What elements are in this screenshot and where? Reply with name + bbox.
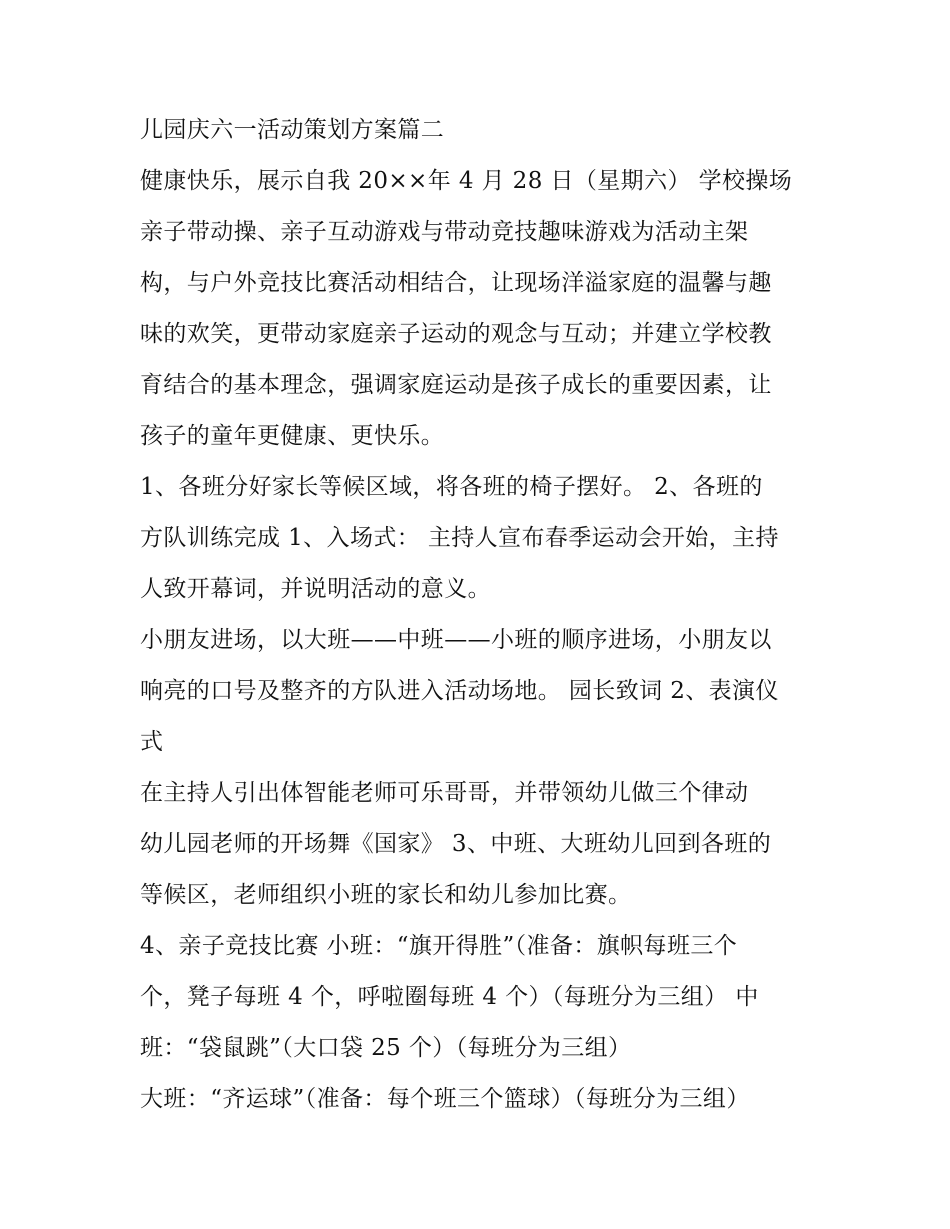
- text-line: 味的欢笑，更带动家庭亲子运动的观念与互动；并建立学校教: [140, 321, 772, 347]
- text-line: 在主持人引出体智能老师可乐哥哥，并带领幼儿做三个律动: [140, 780, 749, 806]
- text-line: 构，与户外竞技比赛活动相结合，让现场洋溢家庭的温馨与趣: [140, 270, 772, 296]
- text-line: 小朋友进场，以大班——中班——小班的顺序进场，小朋友以: [140, 627, 772, 653]
- text-line: 亲子带动操、亲子互动游戏与带动竞技趣味游戏为活动主架: [140, 219, 749, 245]
- document-body: [140, 105, 820, 1125]
- text-line: 式: [140, 729, 164, 755]
- text-line: 方队训练完成 1、入场式： 主持人宣布春季运动会开始，主持: [140, 525, 779, 551]
- text-line: 响亮的口号及整齐的方队进入活动场地。 园长致词 2、表演仪: [140, 678, 779, 704]
- document-title-line: 儿园庆六一活动策划方案篇二: [140, 117, 445, 143]
- text-line: 4、亲子竞技比赛 小班：“旗开得胜”（准备：旗帜每班三个: [140, 933, 738, 959]
- text-line: 孩子的童年更健康、更快乐。: [140, 423, 445, 449]
- text-line: 1、各班分好家长等候区域，将各班的椅子摆好。 2、各班的: [140, 474, 763, 500]
- text-line: 个，凳子每班 4 个，呼啦圈每班 4 个）（每班分为三组） 中: [140, 984, 759, 1010]
- text-line: 班：“袋鼠跳”（大口袋 25 个）（每班分为三组）: [140, 1035, 632, 1061]
- text-line: 幼儿园老师的开场舞《国家》 3、中班、大班幼儿回到各班的: [140, 831, 772, 857]
- text-line: 人致开幕词，并说明活动的意义。: [140, 576, 491, 602]
- text-line: 等候区，老师组织小班的家长和幼儿参加比赛。: [140, 882, 632, 908]
- text-line: 育结合的基本理念，强调家庭运动是孩子成长的重要因素，让: [140, 372, 772, 398]
- text-line: 健康快乐，展示自我 20××年 4 月 28 日（星期六） 学校操场: [140, 168, 793, 194]
- text-line: 大班：“齐运球”（准备：每个班三个篮球）（每班分为三组）: [140, 1086, 750, 1112]
